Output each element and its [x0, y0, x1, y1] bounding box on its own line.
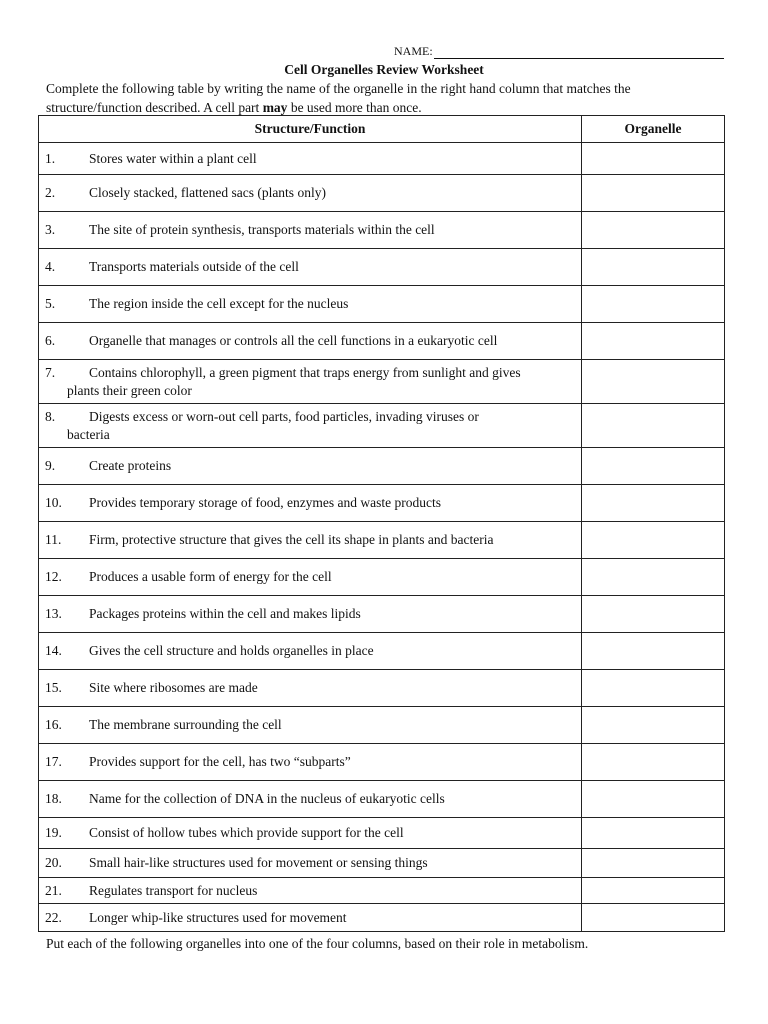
organelle-answer-cell[interactable]: [582, 212, 725, 249]
row-number: 8.: [45, 408, 56, 424]
row-number: 12.: [45, 569, 62, 584]
row-description: Closely stacked, flattened sacs (plants only): [89, 185, 326, 200]
organelle-answer-cell[interactable]: [582, 849, 725, 878]
instructions: [46, 79, 726, 117]
table-row: [39, 448, 725, 485]
table-row: [39, 633, 725, 670]
organelle-answer-cell[interactable]: [582, 744, 725, 781]
structure-function-cell: [39, 212, 582, 249]
footer-instructions: Put each of the following organelles into one of the four columns, based on their role in metabolism.: [46, 936, 589, 951]
worksheet-title: Cell Organelles Review Worksheet: [284, 62, 484, 77]
structure-function-cell: [39, 175, 582, 212]
table-row: [39, 323, 725, 360]
table-row: [39, 286, 725, 323]
structure-function-cell: [39, 904, 582, 932]
instructions-line1: Complete the following table by writing the name of the organelle in the right hand column that matches the: [46, 81, 631, 96]
instructions-line2-post: be used more than once.: [287, 100, 422, 115]
row-number: 16.: [45, 717, 62, 732]
table-row: [39, 249, 725, 286]
organelle-answer-cell[interactable]: [582, 707, 725, 744]
row-number: 22.: [45, 909, 62, 925]
organelle-answer-cell[interactable]: [582, 633, 725, 670]
organelle-answer-cell[interactable]: [582, 485, 725, 522]
table-row: [39, 849, 725, 878]
table-row: [39, 596, 725, 633]
name-label: NAME:: [394, 44, 433, 58]
table-row: [39, 404, 725, 448]
organelle-answer-cell[interactable]: [582, 878, 725, 904]
organelle-answer-cell[interactable]: [582, 559, 725, 596]
table-row: [39, 212, 725, 249]
structure-function-cell: [39, 849, 582, 878]
row-description: Digests excess or worn-out cell parts, food particles, invading viruses or: [89, 408, 479, 424]
organelle-answer-cell[interactable]: [582, 596, 725, 633]
organelle-answer-cell[interactable]: [582, 448, 725, 485]
structure-function-cell: [39, 818, 582, 849]
table-row: [39, 878, 725, 904]
row-description: Contains chlorophyll, a green pigment that traps energy from sunlight and gives: [89, 364, 521, 380]
organelle-answer-cell[interactable]: [582, 143, 725, 175]
row-description: Packages proteins within the cell and makes lipids: [89, 606, 361, 621]
organelle-table: [38, 115, 725, 932]
row-description: Gives the cell structure and holds organelles in place: [89, 643, 374, 658]
row-description: Provides support for the cell, has two “subparts”: [89, 754, 351, 769]
organelle-answer-cell[interactable]: [582, 323, 725, 360]
name-field: [394, 44, 724, 59]
row-number: 9.: [45, 458, 56, 473]
name-blank[interactable]: [434, 46, 724, 59]
row-description: Firm, protective structure that gives the cell its shape in plants and bacteria: [89, 532, 494, 547]
organelle-answer-cell[interactable]: [582, 781, 725, 818]
row-number: 18.: [45, 791, 62, 806]
structure-function-cell: [39, 485, 582, 522]
structure-function-cell: [39, 781, 582, 818]
row-number: 1.: [45, 150, 56, 166]
column-header-organelle: Organelle: [582, 116, 725, 143]
row-number: 19.: [45, 825, 62, 840]
row-number: 2.: [45, 185, 56, 200]
row-number: 15.: [45, 680, 62, 695]
structure-function-cell: [39, 249, 582, 286]
structure-function-cell: [39, 878, 582, 904]
organelle-answer-cell[interactable]: [582, 404, 725, 448]
row-number: 6.: [45, 333, 56, 348]
organelle-answer-cell[interactable]: [582, 670, 725, 707]
structure-function-cell: [39, 522, 582, 559]
row-description: The site of protein synthesis, transports materials within the cell: [89, 222, 435, 237]
structure-function-cell: [39, 633, 582, 670]
structure-function-cell: [39, 744, 582, 781]
row-description: Site where ribosomes are made: [89, 680, 258, 695]
row-number: 7.: [45, 364, 56, 380]
table-row: [39, 670, 725, 707]
structure-function-cell: [39, 286, 582, 323]
organelle-answer-cell[interactable]: [582, 249, 725, 286]
row-description: Provides temporary storage of food, enzymes and waste products: [89, 495, 442, 510]
organelle-answer-cell[interactable]: [582, 522, 725, 559]
row-description: Organelle that manages or controls all the cell functions in a eukaryotic cell: [89, 333, 498, 348]
table-row: [39, 360, 725, 404]
structure-function-cell: [39, 323, 582, 360]
organelle-answer-cell[interactable]: [582, 818, 725, 849]
table-row: [39, 818, 725, 849]
row-number: 3.: [45, 222, 56, 237]
organelle-answer-cell[interactable]: [582, 360, 725, 404]
row-description: Stores water within a plant cell: [89, 150, 257, 166]
table-row: [39, 744, 725, 781]
row-description: Create proteins: [89, 458, 172, 473]
structure-function-cell: [39, 596, 582, 633]
row-number: 14.: [45, 643, 62, 658]
row-number: 5.: [45, 296, 56, 311]
table-header-row: [39, 116, 725, 143]
row-number: 10.: [45, 495, 62, 510]
row-description: The region inside the cell except for the nucleus: [89, 296, 349, 311]
row-number: 20.: [45, 855, 62, 870]
row-description-continued: bacteria: [67, 426, 110, 442]
row-number: 17.: [45, 754, 62, 769]
row-number: 4.: [45, 259, 56, 274]
row-description: The membrane surrounding the cell: [89, 717, 282, 732]
row-description: Regulates transport for nucleus: [89, 882, 258, 898]
row-description: Consist of hollow tubes which provide support for the cell: [89, 825, 404, 840]
structure-function-cell: [39, 670, 582, 707]
instructions-line2-pre: structure/function described. A cell part: [46, 100, 263, 115]
row-number: 13.: [45, 606, 62, 621]
row-description: Produces a usable form of energy for the cell: [89, 569, 332, 584]
table-row: [39, 143, 725, 175]
structure-function-cell: [39, 360, 582, 404]
instructions-bold-word: may: [262, 100, 288, 115]
table-row: [39, 522, 725, 559]
structure-function-cell: [39, 143, 582, 175]
row-description: Name for the collection of DNA in the nucleus of eukaryotic cells: [89, 791, 445, 806]
table-row: [39, 707, 725, 744]
organelle-answer-cell[interactable]: [582, 286, 725, 323]
column-header-structure: Structure/Function: [39, 116, 582, 143]
row-number: 21.: [45, 882, 62, 898]
organelle-answer-cell[interactable]: [582, 175, 725, 212]
row-description: Longer whip-like structures used for movement: [89, 909, 347, 925]
structure-function-cell: [39, 707, 582, 744]
structure-function-cell: [39, 559, 582, 596]
table-row: [39, 175, 725, 212]
organelle-answer-cell[interactable]: [582, 904, 725, 932]
table-row: [39, 904, 725, 932]
row-number: 11.: [45, 532, 62, 547]
table-row: [39, 781, 725, 818]
row-description: Transports materials outside of the cell: [89, 259, 299, 274]
row-description-continued: plants their green color: [67, 382, 192, 398]
row-description: Small hair-like structures used for movement or sensing things: [89, 855, 428, 870]
structure-function-cell: [39, 404, 582, 448]
table-row: [39, 559, 725, 596]
table-row: [39, 485, 725, 522]
structure-function-cell: [39, 448, 582, 485]
